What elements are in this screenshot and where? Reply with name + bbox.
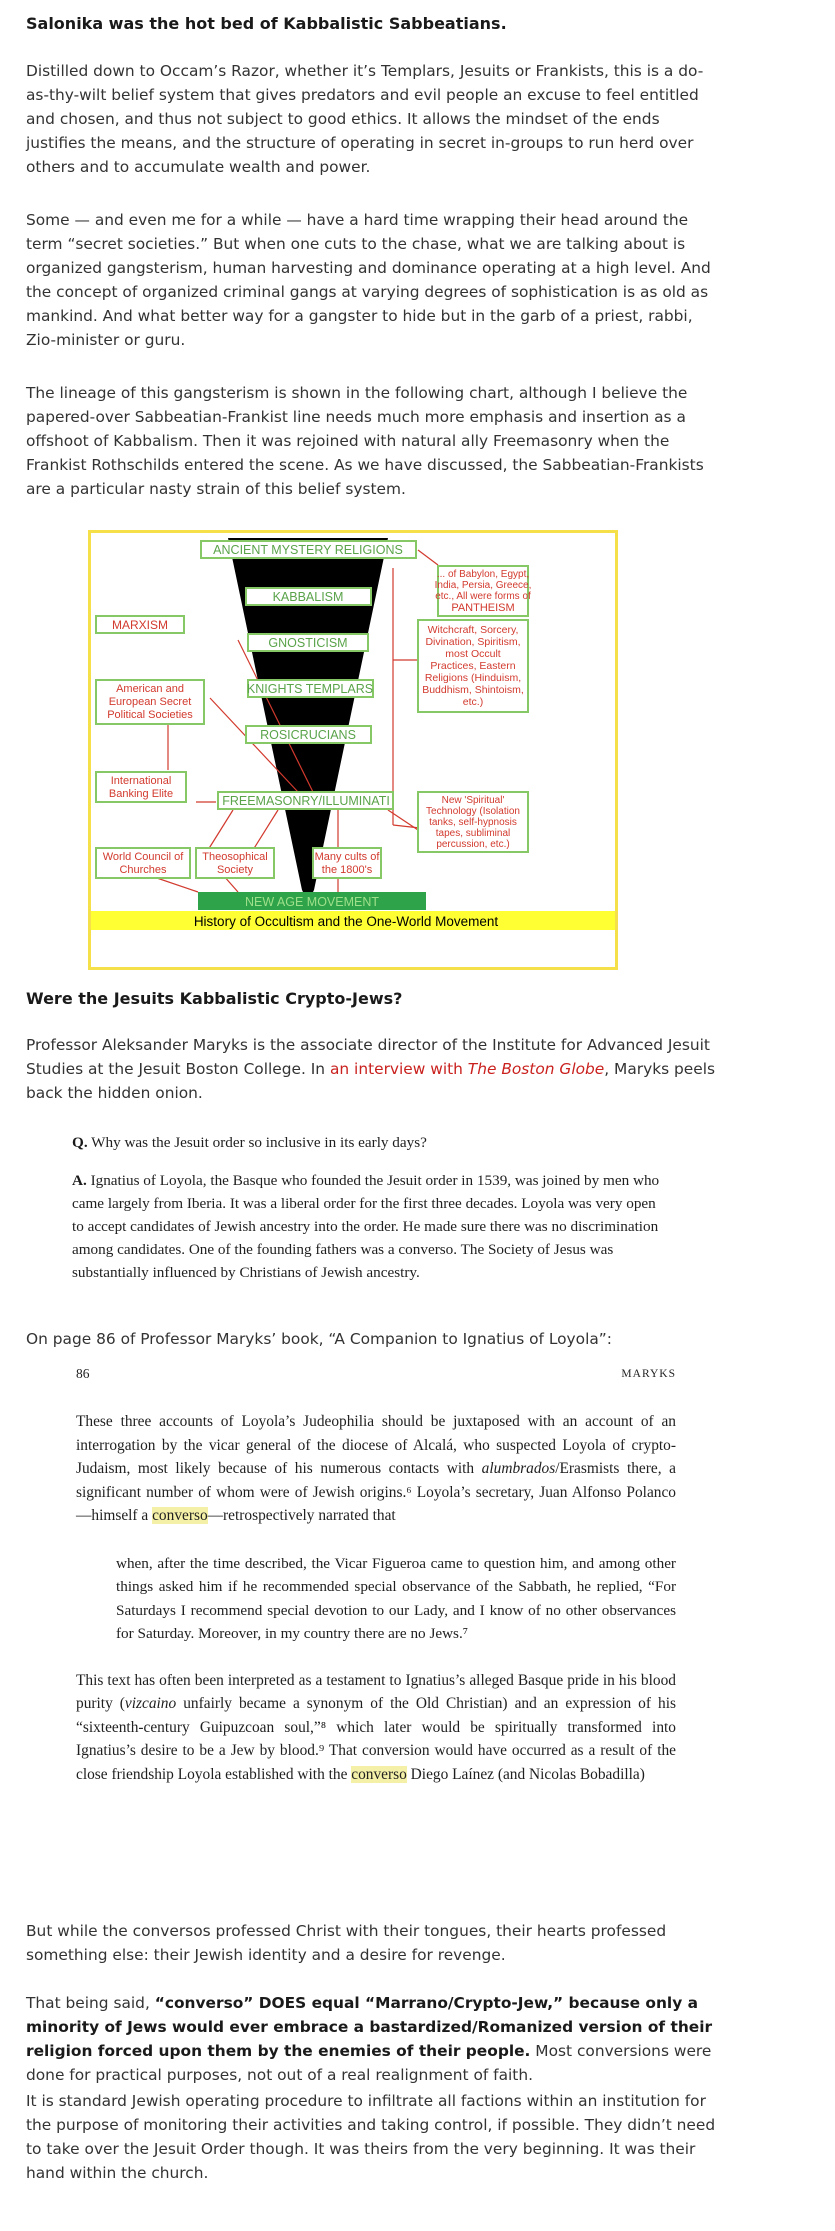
label-banking-1: International xyxy=(110,775,172,787)
label-ancient-mystery-religions: ANCIENT MYSTERY RELIGIONS xyxy=(213,543,403,557)
book-paragraph-2: This text has often been interpreted as a testament to Ignatius’s alleged Basque pride in his blood purity (vizcaino unfairly became a synonym of the Old Christian) and an expression of his “sixteenth-century Guipuzcoan soul,”⁸ which later would be spiritually transformed into Ignatius’s desire to be a Jew by blood.⁹ That conversion would have occurred as a result of the close friendship Loyola established with the converso Diego Laínez (and Nicolas Bobadilla) xyxy=(76,1671,676,1783)
interview-question: Q. Why was the Jesuit order so inclusive in its early days? xyxy=(72,1134,427,1151)
label-marxism: MARXISM xyxy=(111,618,169,632)
label-technology-3: tanks, self-hypnosis xyxy=(429,817,517,828)
paragraph-but: But while the conversos professed Christ with their tongues, their hearts professed something else: their Jewish identity and a desire for revenge. xyxy=(26,1922,667,1964)
label-pantheism-4: PANTHEISM xyxy=(451,602,515,614)
occultism-history-chart xyxy=(88,530,618,970)
label-technology-5: percussion, etc.) xyxy=(436,839,510,850)
chart-svg xyxy=(88,530,618,970)
label-theosophical-1: Theosophical xyxy=(202,851,268,863)
chart-caption: History of Occultism and the One-World Movement xyxy=(193,914,499,929)
label-theosophical-2: Society xyxy=(216,864,254,876)
label-technology-4: tapes, subliminal xyxy=(435,828,511,839)
paragraph-professor xyxy=(26,1033,716,1105)
paragraph-occam: Distilled down to Occam’s Razor, whether it’s Templars, Jesuits or Frankists, this is a do-as-thy-wilt belief system that gives predators and evil people an excuse to feel entitled and chosen, and thus not subject to good ethics. It allows the mindset of the ends justifies the means, and the structure of operating in secret in-groups to run herd over others and to accumulate wealth and power. xyxy=(26,62,704,176)
label-rosicrucians: ROSICRUCIANS xyxy=(260,728,356,742)
paragraph-standard: It is standard Jewish operating procedure to infiltrate all factions within an institution for the purpose of monitoring their activities and taking control, if possible. They didn’t need to take over the Jesuit Order though. It was theirs from the very beginning. It was their hand within the church. xyxy=(26,2092,716,2182)
professor-text-1: Professor Aleksander Maryks is the associate director of the Institute for Advanced Jesuit Studies at the Jesuit Boston College. In xyxy=(26,1036,710,1078)
book-header xyxy=(76,1354,676,1390)
book-paragraph-1: These three accounts of Loyola’s Judeophilia should be juxtaposed with an account of an interrogation by the vicar general of the diocese of Alcalá, who suspected Loyola of crypto-Judaism, most likely because of his numerous contacts with alumbrados/Erasmists there, a significant number of whom were of Jewish origins.⁶ Loyola’s secretary, Juan Alfonso Polanco—himself a converso—retrospectively narrated that xyxy=(76,1413,676,1524)
label-secret-societies-2: European Secret xyxy=(108,696,192,708)
label-witchcraft-5: Religions (Hinduism, xyxy=(424,672,522,684)
paragraph-converso: That being said, “converso” DOES equal “Marrano/Crypto-Jew,” because only a minority of Jews would ever embrace a bastardized/Romanized version of their religion forced upon them by the enemies of their people. Most conversions were done for practical purposes, not out of a real realignment of faith. xyxy=(26,1994,713,2084)
paragraph-page-86: On page 86 of Professor Maryks’ book, “A Companion to Ignatius of Loyola”: xyxy=(26,1330,612,1348)
paragraph-lineage: The lineage of this gangsterism is shown in the following chart, although I believe the papered-over Sabbeatian-Frankist line needs much more emphasis and insertion as a offshoot of Kabbalism. Then it was rejoined with natural ally Freemasonry when the Frankist Rothschilds entered the scene. As we have discussed, the Sabbeatian-Frankists are a particular nasty strain of this belief system. xyxy=(26,384,704,498)
jesuits-heading: Were the Jesuits Kabbalistic Crypto-Jews? xyxy=(26,989,403,1008)
label-knights-templars: KNIGHTS TEMPLARS xyxy=(246,682,374,696)
label-witchcraft-2: Divination, Spiritism, xyxy=(425,636,521,648)
label-secret-societies-3: Political Societies xyxy=(107,709,193,721)
book-page-number: 86 xyxy=(76,1366,90,1381)
interview-answer: A. Ignatius of Loyola, the Basque who founded the Jesuit order in 1539, was joined by men who came largely from Iberia. It was a liberal order for the first three decades. Loyola was very open to accept candidates of Jewish ancestry into the order. He made sure there was no discrimination among candidates. One of the founding fathers was a converso. The Society of Jesus was substantially influenced by Christians of Jewish ancestry. xyxy=(72,1172,660,1281)
book-excerpt xyxy=(76,1354,676,1786)
converso-highlight: converso xyxy=(351,1765,407,1783)
book-running-head: MARYKS xyxy=(621,1368,676,1380)
boston-globe-interview-link[interactable]: an interview with The Boston Globe xyxy=(329,1060,605,1078)
label-witchcraft-1: Witchcraft, Sorcery, xyxy=(427,624,519,636)
converso-bold-statement: “converso” DOES equal “Marrano/Crypto-Jew,” because only a minority of Jews would ever embrace a bastardized/Romanized version of their religion forced upon them by the enemies of their people. xyxy=(26,1994,713,2060)
interview-excerpt xyxy=(72,1131,662,1284)
label-witchcraft-6: Buddhism, Shintoism, xyxy=(422,684,524,696)
label-new-age-movement: NEW AGE MOVEMENT xyxy=(244,895,380,909)
label-witchcraft-4: Practices, Eastern xyxy=(430,660,516,672)
label-secret-societies-1: American and xyxy=(116,683,184,695)
label-banking-2: Banking Elite xyxy=(108,788,174,800)
label-freemasonry-illuminati: FREEMASONRY/ILLUMINATI xyxy=(222,794,390,808)
label-gnosticism: GNOSTICISM xyxy=(268,636,348,650)
label-pantheism-2: India, Persia, Greece, xyxy=(434,580,532,591)
salonika-heading: Salonika was the hot bed of Kabbalistic Sabbeatians. xyxy=(26,14,507,33)
professor-text-2: , Maryks peels back the hidden onion. xyxy=(26,1060,716,1102)
label-pantheism-1: ... of Babylon, Egypt, xyxy=(436,569,530,580)
label-cults-2: the 1800's xyxy=(321,864,373,876)
label-witchcraft-7: etc.) xyxy=(462,696,484,708)
label-cults-1: Many cults of xyxy=(314,851,380,863)
converso-highlight: converso xyxy=(152,1507,208,1524)
paragraph-secret-societies: Some — and even me for a while — have a hard time wrapping their head around the term “secret societies.” But when one cuts to the chase, what we are talking about is organized gangsterism, human harvesting and dominance operating at a high level. And the concept of organized criminal gangs at varying degrees of sophistication is as old as mankind. And what better way for a gangster to hide but in the garb of a priest, rabbi, Zio-minister or guru. xyxy=(26,211,711,349)
label-wcc-2: Churches xyxy=(119,864,167,876)
label-kabbalism: KABBALISM xyxy=(272,590,344,604)
label-witchcraft-3: most Occult xyxy=(445,648,501,660)
label-pantheism-3: etc., All were forms of xyxy=(435,591,531,602)
label-technology-2: Technology (Isolation xyxy=(426,806,520,817)
book-block-quote: when, after the time described, the Vicar Figueroa came to question him, and among other things asked him if he recommended special observance of the Sabbath, he replied, “For Saturdays I recommend special devotion to our Lady, and I know of no other observances for Saturday. Moreover, in my country there are no Jews.⁷ xyxy=(116,1554,676,1642)
label-wcc-1: World Council of xyxy=(102,851,184,863)
label-technology-1: New 'Spiritual' xyxy=(441,795,505,806)
